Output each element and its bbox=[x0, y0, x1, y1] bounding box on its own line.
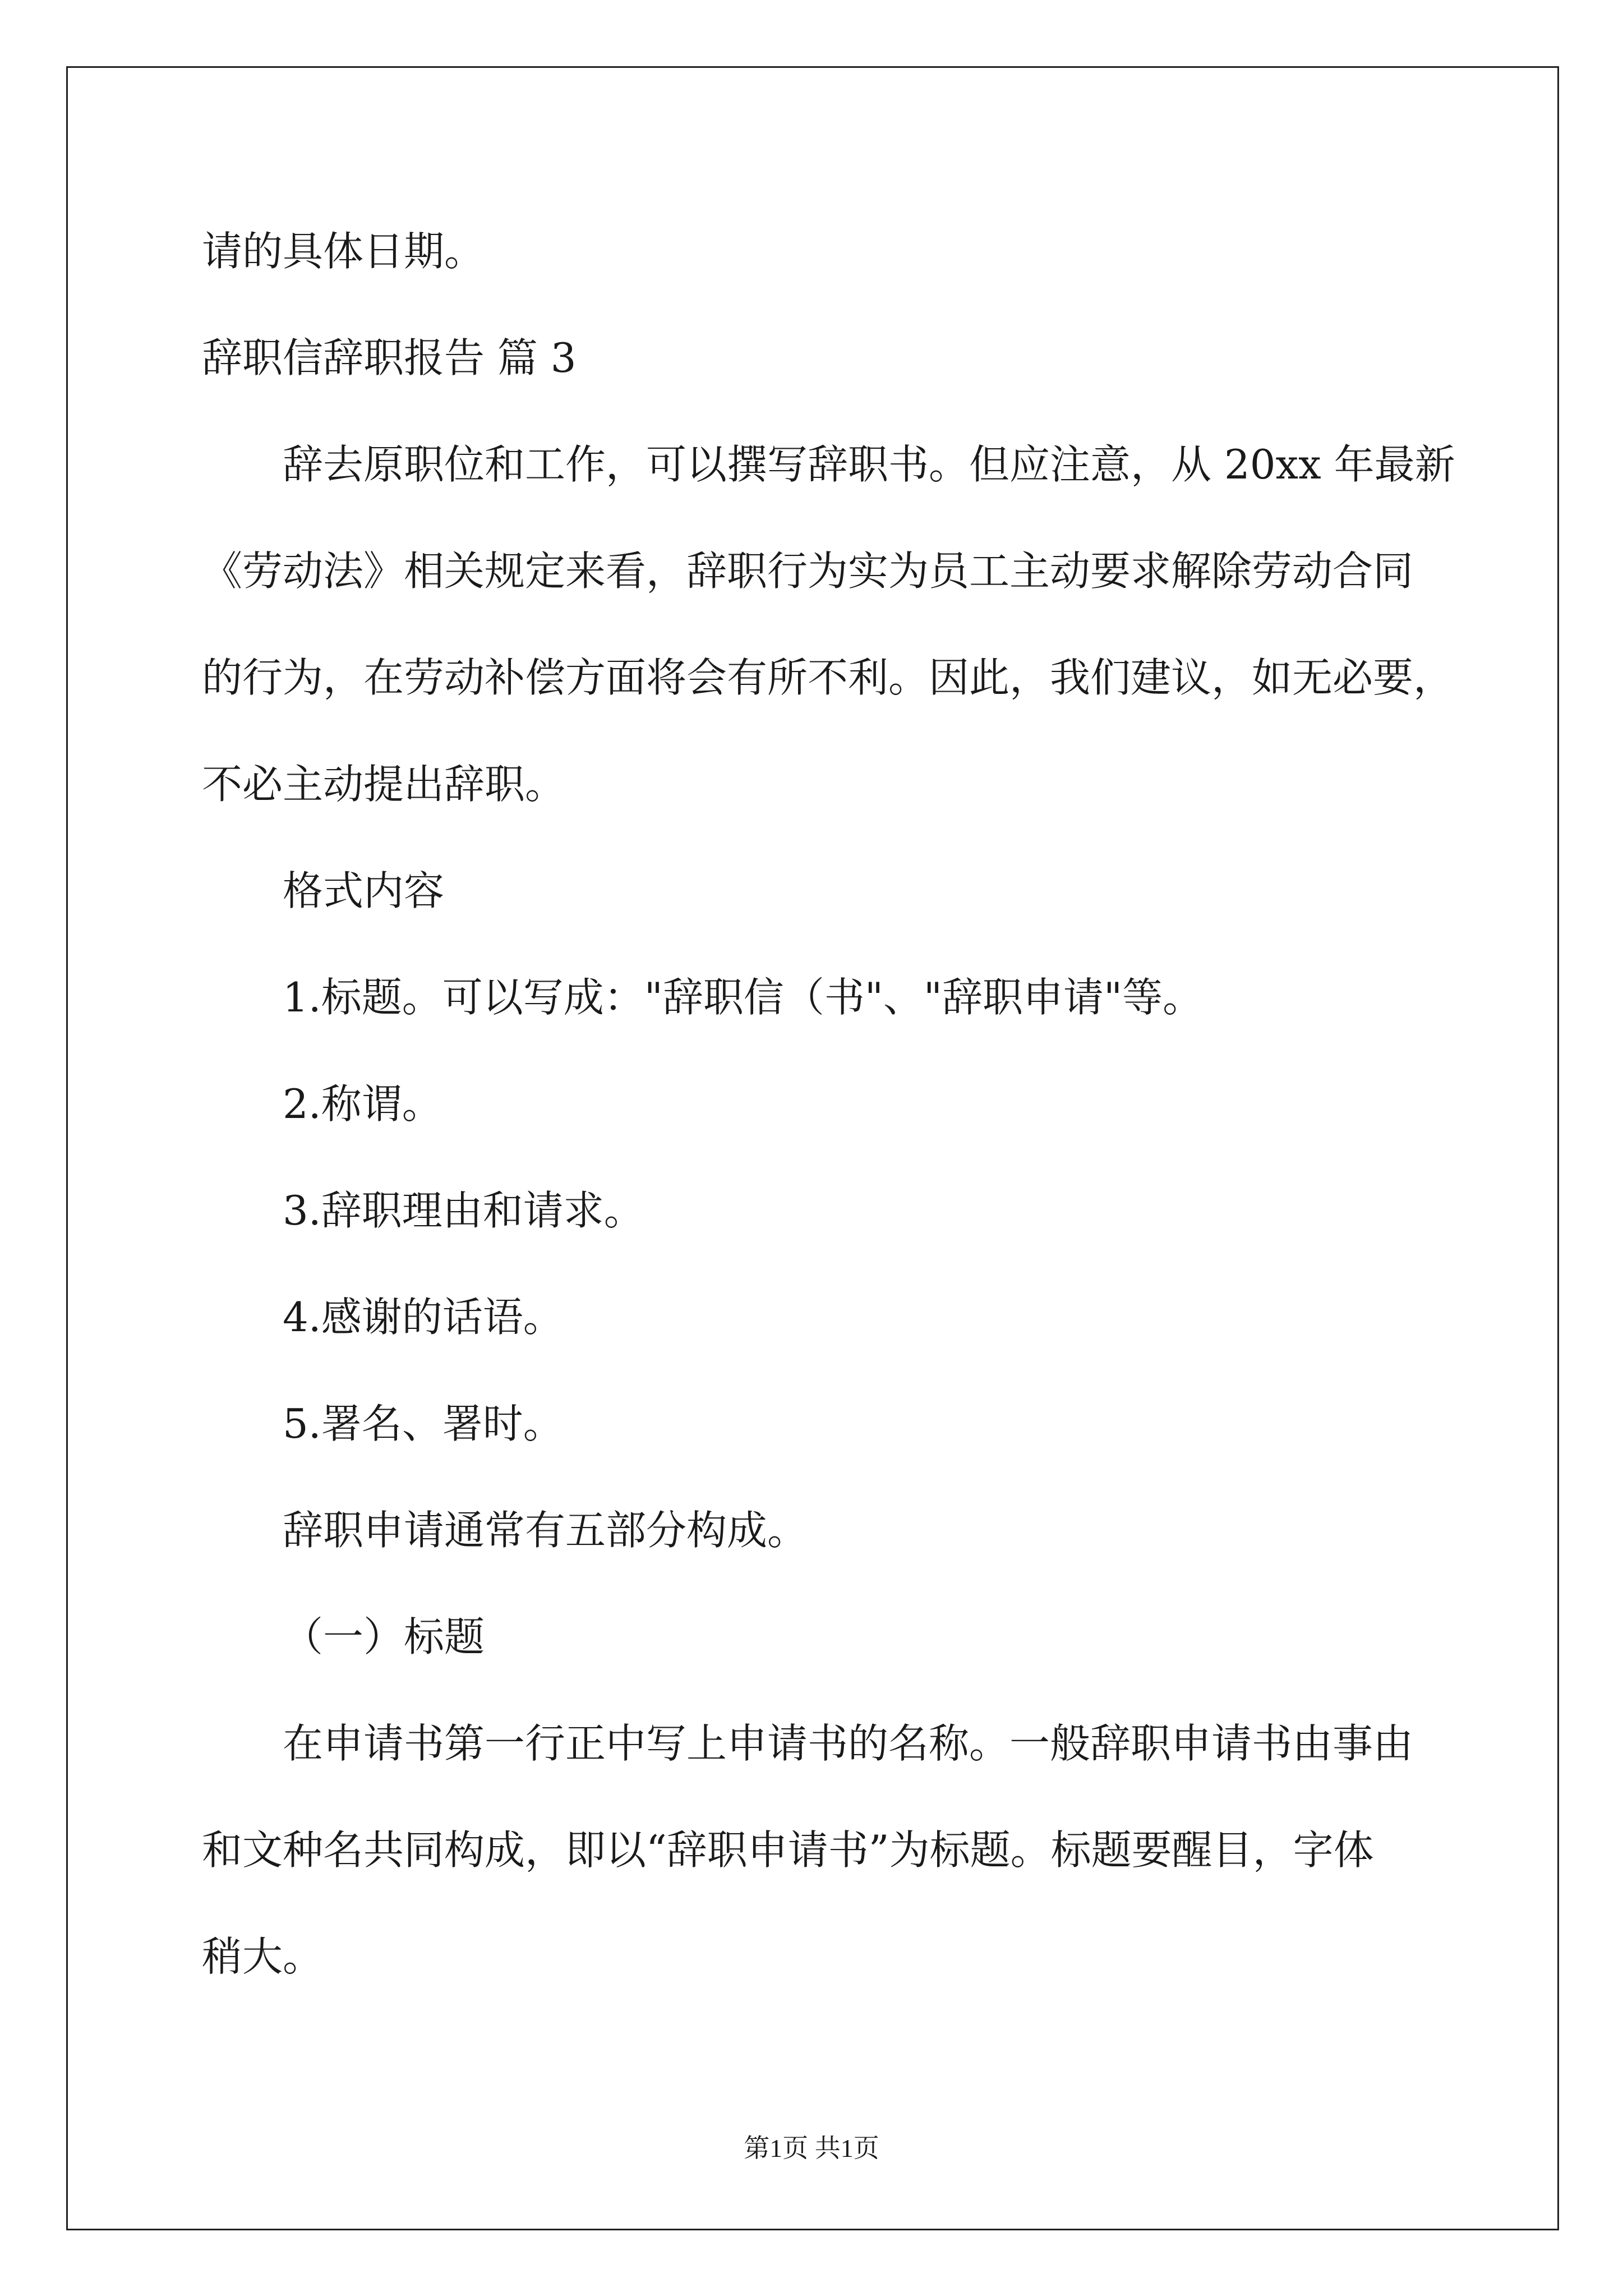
paragraph-line: 请的具体日期。 bbox=[202, 228, 485, 275]
paragraph-line: 辞职申请通常有五部分构成。 bbox=[283, 1507, 808, 1554]
list-item: 2.称谓。 bbox=[283, 1080, 442, 1128]
paragraph-line: 稍大。 bbox=[202, 1933, 324, 1980]
list-item: 1.标题。可以写成："辞职信（书"、"辞职申请"等。 bbox=[283, 974, 1204, 1021]
paragraph-line: 和文种名共同构成，即以“辞职申请书”为标题。标题要醒目，字体 bbox=[202, 1826, 1374, 1874]
paragraph-line: 辞去原职位和工作，可以撰写辞职书。但应注意，从 20xx 年最新 bbox=[283, 441, 1455, 488]
page-border bbox=[66, 66, 1559, 2230]
section-heading: 辞职信辞职报告 篇 3 bbox=[202, 334, 577, 381]
paragraph-line: 的行为，在劳动补偿方面将会有所不利。因此，我们建议，如无必要， bbox=[202, 654, 1454, 701]
paragraph-line: 不必主动提出辞职。 bbox=[202, 761, 566, 808]
list-item: 5.署名、署时。 bbox=[283, 1400, 564, 1447]
list-item: 4.感谢的话语。 bbox=[283, 1294, 564, 1341]
list-item: 3.辞职理由和请求。 bbox=[283, 1187, 644, 1234]
subheading: 格式内容 bbox=[283, 867, 445, 914]
paragraph-line: 在申请书第一行正中写上申请书的名称。一般辞职申请书由事由 bbox=[283, 1720, 1414, 1767]
subheading: （一）标题 bbox=[283, 1613, 485, 1660]
page-footer: 第1页 共1页 bbox=[744, 2134, 879, 2162]
paragraph-line: 《劳动法》相关规定来看，辞职行为实为员工主动要求解除劳动合同 bbox=[202, 547, 1414, 595]
